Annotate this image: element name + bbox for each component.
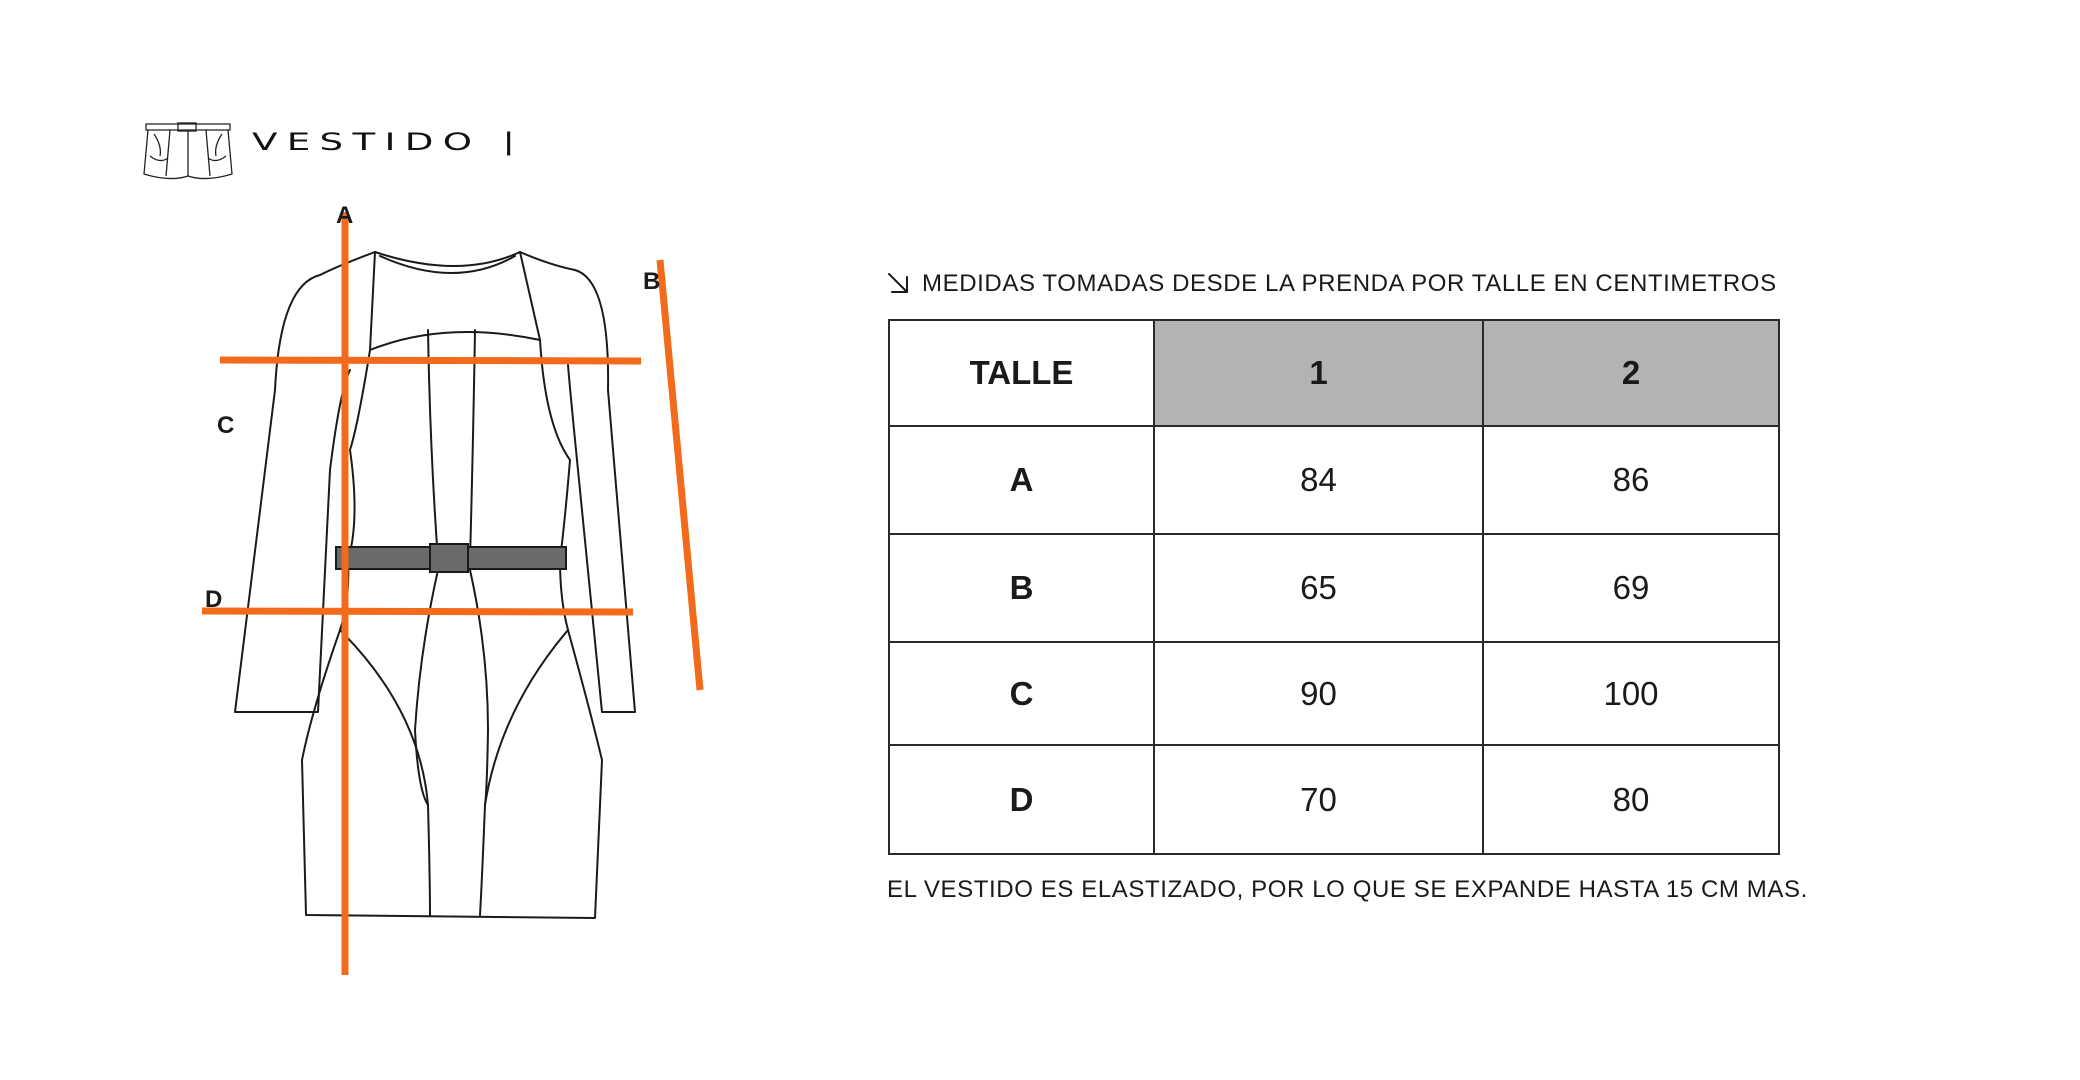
size-table xyxy=(888,319,1780,855)
row-label: C xyxy=(889,642,1154,745)
brand-header xyxy=(140,116,660,186)
brand-title: VESTIDO | xyxy=(252,128,525,156)
measure-label-a: A xyxy=(336,202,354,229)
table-header-row xyxy=(889,320,1779,426)
pleated-skirt-logo xyxy=(140,116,236,184)
header-talle: TALLE xyxy=(889,320,1154,426)
table-row xyxy=(889,534,1779,642)
header-size-2: 2 xyxy=(1483,320,1779,426)
table-cell: 69 xyxy=(1483,534,1779,642)
row-label: D xyxy=(889,745,1154,854)
measure-label-b: B xyxy=(643,268,661,295)
heading-text: MEDIDAS TOMADAS DESDE LA PRENDA POR TALLE EN CENTIMETROS xyxy=(922,270,1777,297)
table-row xyxy=(889,426,1779,534)
table-row xyxy=(889,642,1779,745)
row-label: A xyxy=(889,426,1154,534)
measurements-heading xyxy=(886,268,1777,300)
table-row xyxy=(889,745,1779,854)
table-cell: 90 xyxy=(1154,642,1483,745)
table-cell: 100 xyxy=(1483,642,1779,745)
table-cell: 70 xyxy=(1154,745,1483,854)
header-size-1: 1 xyxy=(1154,320,1483,426)
table-cell: 86 xyxy=(1483,426,1779,534)
table-cell: 65 xyxy=(1154,534,1483,642)
table-cell: 80 xyxy=(1483,745,1779,854)
arrow-down-right-icon xyxy=(886,271,912,297)
measure-label-d: D xyxy=(205,586,223,613)
table-cell: 84 xyxy=(1154,426,1483,534)
measure-label-c: C xyxy=(217,412,235,439)
dress-measurement-sketch xyxy=(190,190,770,1010)
elasticity-note: EL VESTIDO ES ELASTIZADO, POR LO QUE SE EXPANDE HASTA 15 CM MAS. xyxy=(887,876,1808,903)
row-label: B xyxy=(889,534,1154,642)
